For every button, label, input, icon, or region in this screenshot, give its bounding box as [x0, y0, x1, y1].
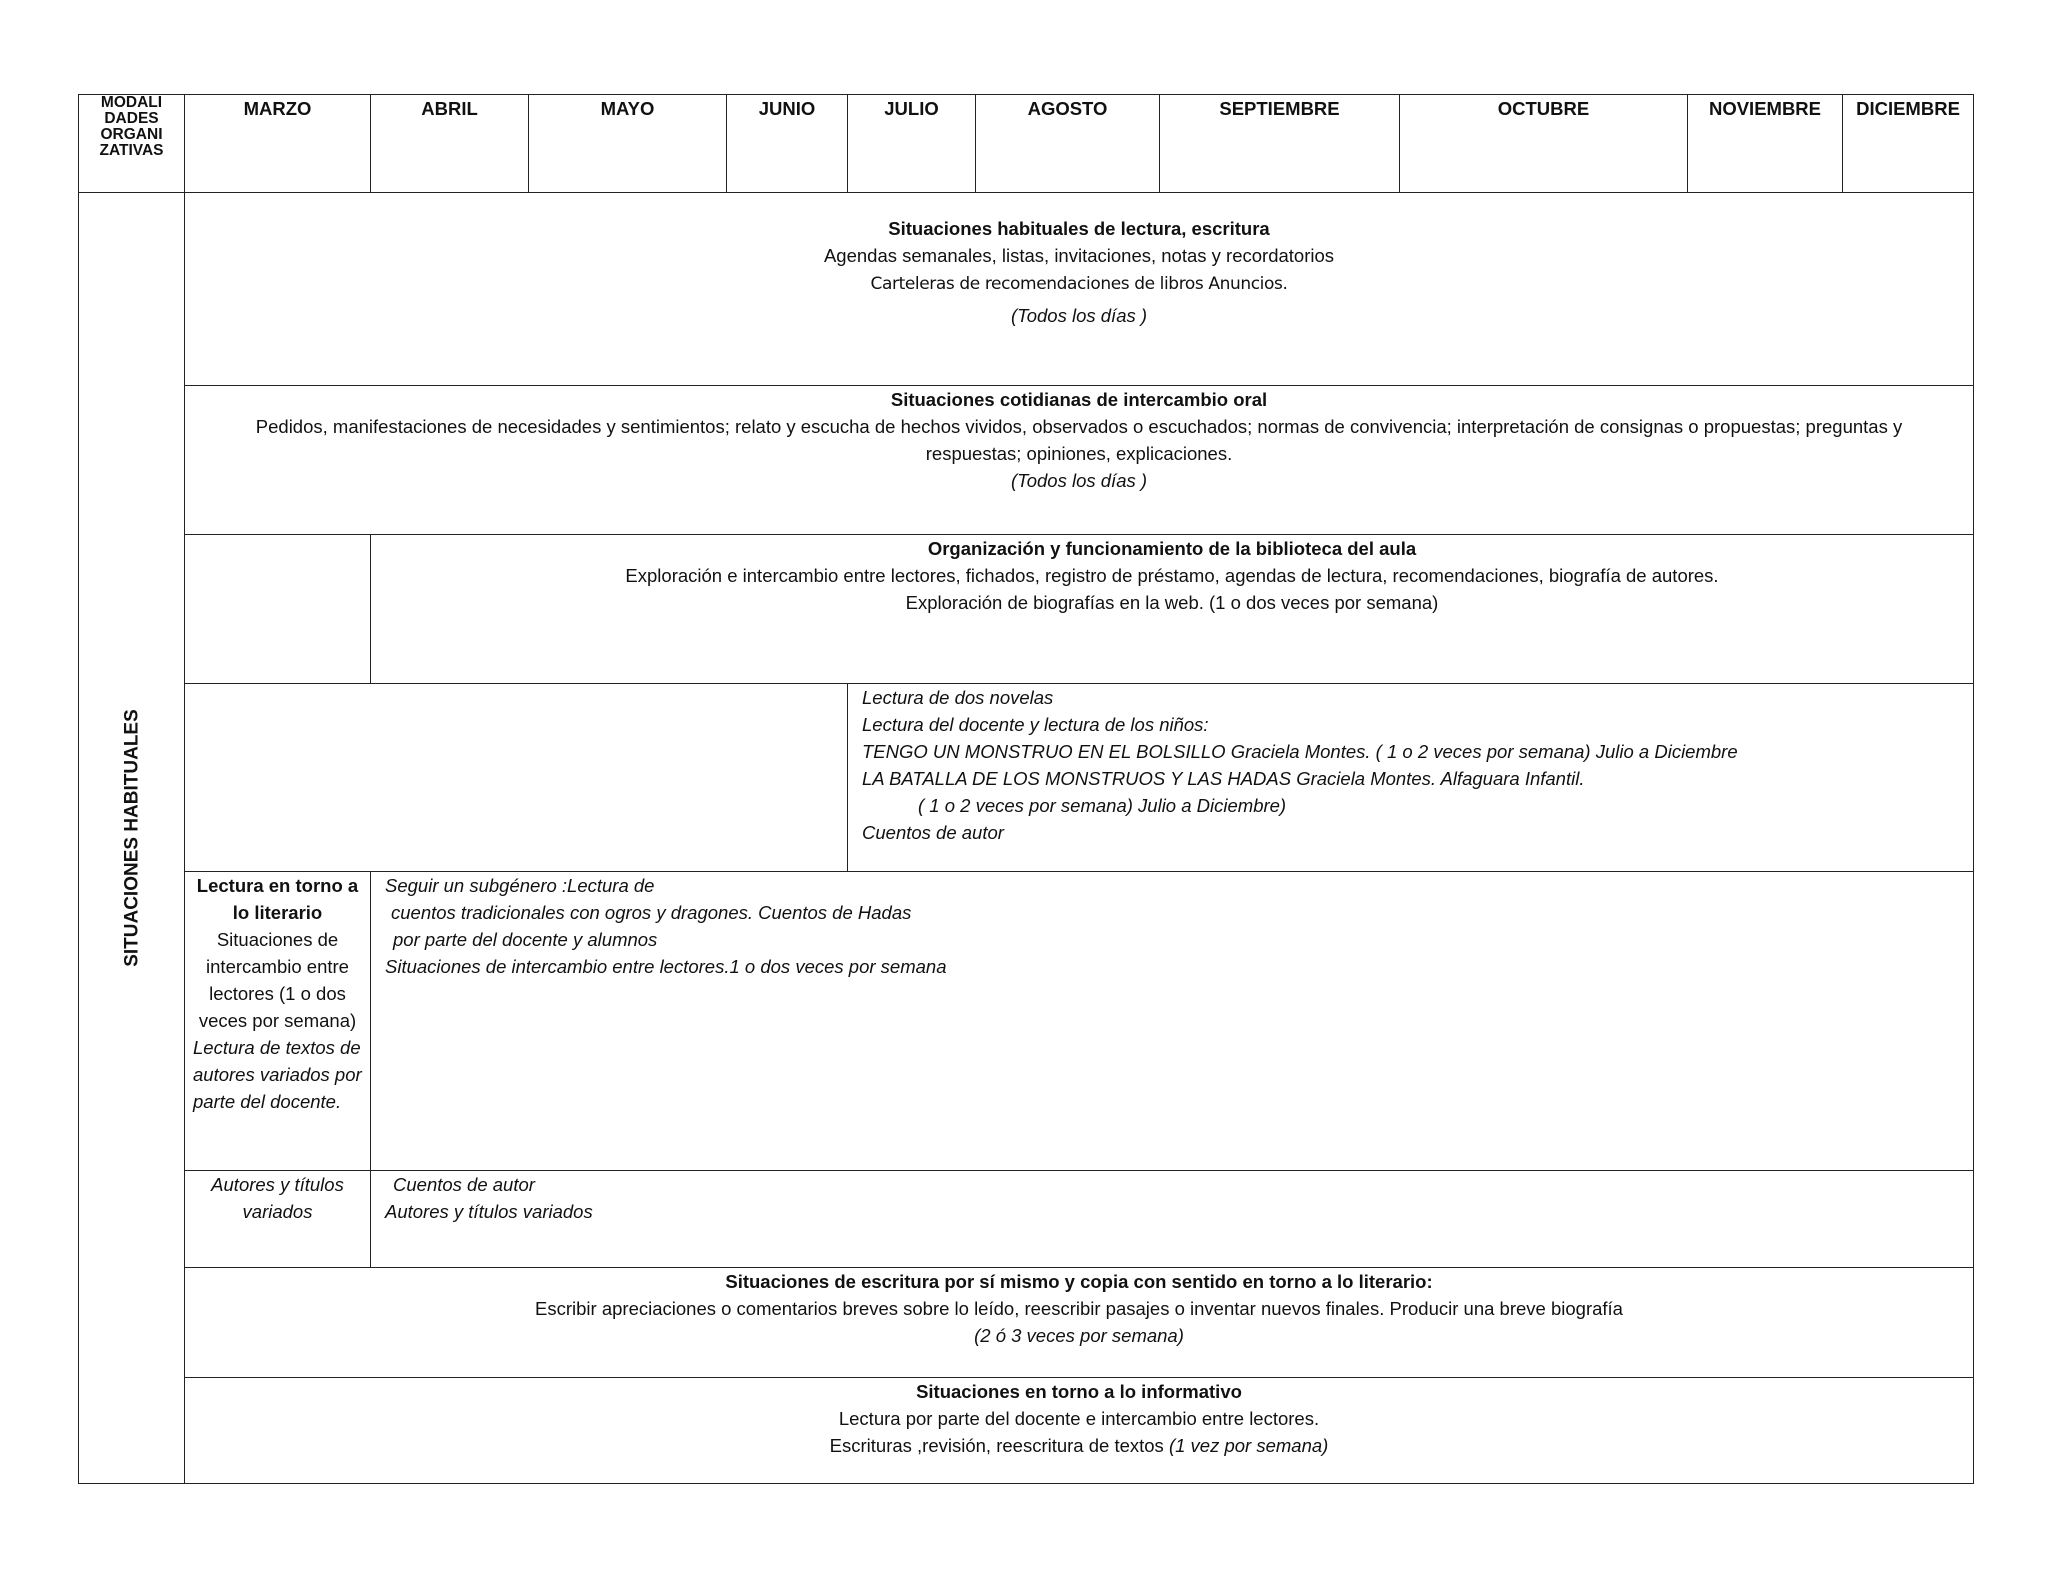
lectura-escritura-line1: Agendas semanales, listas, invitaciones, notas y recordatorios: [823, 245, 1335, 266]
intercambio-oral-freq: (Todos los días ): [1010, 470, 1148, 491]
planning-table: [78, 94, 1974, 1484]
literario-right-line2: cuentos tradicionales con ogros y dragones. Cuentos de Hadas: [391, 902, 912, 923]
informativo-line1: Lectura por parte del docente e intercambio entre lectores.: [838, 1408, 1320, 1429]
cell-novelas: [848, 684, 1974, 872]
header-month-noviembre: NOVIEMBRE: [1688, 95, 1843, 193]
cell-informativo: [185, 1378, 1974, 1484]
cell-autores-right: [371, 1171, 1974, 1268]
header-month-diciembre: DICIEMBRE: [1843, 95, 1974, 193]
cell-escritura: [185, 1268, 1974, 1378]
header-month-agosto: AGOSTO: [976, 95, 1160, 193]
informativo-line2-freq: (1 vez por semana): [1168, 1435, 1329, 1456]
intercambio-oral-text: Pedidos, manifestaciones de necesidades y sentimientos; relato y escucha de hechos vividos, observados o escuchados; normas de convivencia; interpretación de consignas o propuestas; preguntas y respuestas; opiniones, explicaciones.: [255, 416, 1903, 464]
literario-right-line4: Situaciones de intercambio entre lectores.1 o dos veces por semana: [385, 956, 947, 977]
header-month-mayo: MAYO: [529, 95, 727, 193]
header-month-julio: JULIO: [848, 95, 976, 193]
escritura-text: Escribir apreciaciones o comentarios breves sobre lo leído, reescribir pasajes o inventar nuevos finales. Producir una breve biografía: [535, 1298, 1623, 1319]
autores-left-text: Autores y títulos variados: [211, 1174, 344, 1222]
literario-right-line3: por parte del docente y alumnos: [393, 929, 658, 950]
biblioteca-line1: Exploración e intercambio entre lectores, fichados, registro de préstamo, agendas de lectura, recomendaciones, biografía de autores.: [625, 565, 1719, 586]
autores-right-line2: Autores y títulos variados: [385, 1201, 593, 1222]
lectura-escritura-line2: Carteleras de recomendaciones de libros Anuncios.: [870, 274, 1288, 294]
informativo-line2: Escrituras ,revisión, reescritura de textos: [829, 1435, 1164, 1456]
novelas-line4: LA BATALLA DE LOS MONSTRUOS Y LAS HADAS Graciela Montes. Alfaguara Infantil.: [862, 768, 1585, 789]
cell-autores-left: [185, 1171, 371, 1268]
row-lectura-escritura: [79, 193, 1974, 386]
biblioteca-line2: Exploración de biografías en la web. (1 o dos veces por semana): [905, 592, 1439, 613]
novelas-line1: Lectura de dos novelas: [862, 687, 1054, 708]
novelas-line5: ( 1 o 2 veces por semana) Julio a Diciembre): [918, 795, 1287, 816]
literario-left-italic: Lectura de textos de autores variados por parte del docente.: [193, 1037, 362, 1112]
autores-right-line1: Cuentos de autor: [393, 1174, 535, 1195]
row-informativo: [79, 1378, 1974, 1484]
biblioteca-empty-marzo: [185, 535, 371, 684]
literario-left-title: Lectura en torno a lo literario: [196, 875, 359, 923]
lectura-escritura-title: Situaciones habituales de lectura, escritura: [888, 218, 1270, 239]
header-month-junio: JUNIO: [727, 95, 848, 193]
cell-biblioteca: [371, 535, 1974, 684]
novelas-line2: Lectura del docente y lectura de los niños:: [862, 714, 1209, 735]
escritura-freq: (2 ó 3 veces por semana): [974, 1325, 1184, 1346]
header-row: [79, 95, 1974, 193]
escritura-title: Situaciones de escritura por sí mismo y copia con sentido en torno a lo literario:: [725, 1271, 1433, 1292]
row-autores: [79, 1171, 1974, 1268]
informativo-title: Situaciones en torno a lo informativo: [916, 1381, 1242, 1402]
intercambio-oral-title: Situaciones cotidianas de intercambio oral: [890, 389, 1268, 410]
side-label: SITUACIONES HABITUALES: [121, 709, 142, 967]
cell-lectura-escritura: [185, 193, 1974, 386]
novelas-line6: Cuentos de autor: [862, 822, 1004, 843]
row-biblioteca: [79, 535, 1974, 684]
biblioteca-title: Organización y funcionamiento de la biblioteca del aula: [927, 538, 1417, 559]
informativo-line2-wrap: [185, 1432, 1973, 1459]
cell-literario-right: [371, 872, 1974, 1171]
side-label-cell: [79, 193, 185, 1484]
cell-intercambio-oral: [185, 386, 1974, 535]
header-modalidades: MODALI DADES ORGANI ZATIVAS: [79, 95, 185, 193]
cell-literario-left: [185, 872, 371, 1171]
row-intercambio-oral: [79, 386, 1974, 535]
lectura-escritura-freq: (Todos los días ): [1010, 305, 1148, 326]
header-month-abril: ABRIL: [371, 95, 529, 193]
header-month-octubre: OCTUBRE: [1400, 95, 1688, 193]
literario-left-text: Situaciones de intercambio entre lectores (1 o dos veces por semana): [198, 929, 357, 1031]
novelas-empty-marzo-junio: [185, 684, 848, 872]
literario-right-line1: Seguir un subgénero :Lectura de: [385, 875, 655, 896]
row-literario: [79, 872, 1974, 1171]
header-month-septiembre: SEPTIEMBRE: [1160, 95, 1400, 193]
header-month-marzo: MARZO: [185, 95, 371, 193]
row-escritura: [79, 1268, 1974, 1378]
row-novelas: [79, 684, 1974, 872]
novelas-line3: TENGO UN MONSTRUO EN EL BOLSILLO Graciela Montes. ( 1 o 2 veces por semana) Julio a Diciembre: [862, 741, 1738, 762]
